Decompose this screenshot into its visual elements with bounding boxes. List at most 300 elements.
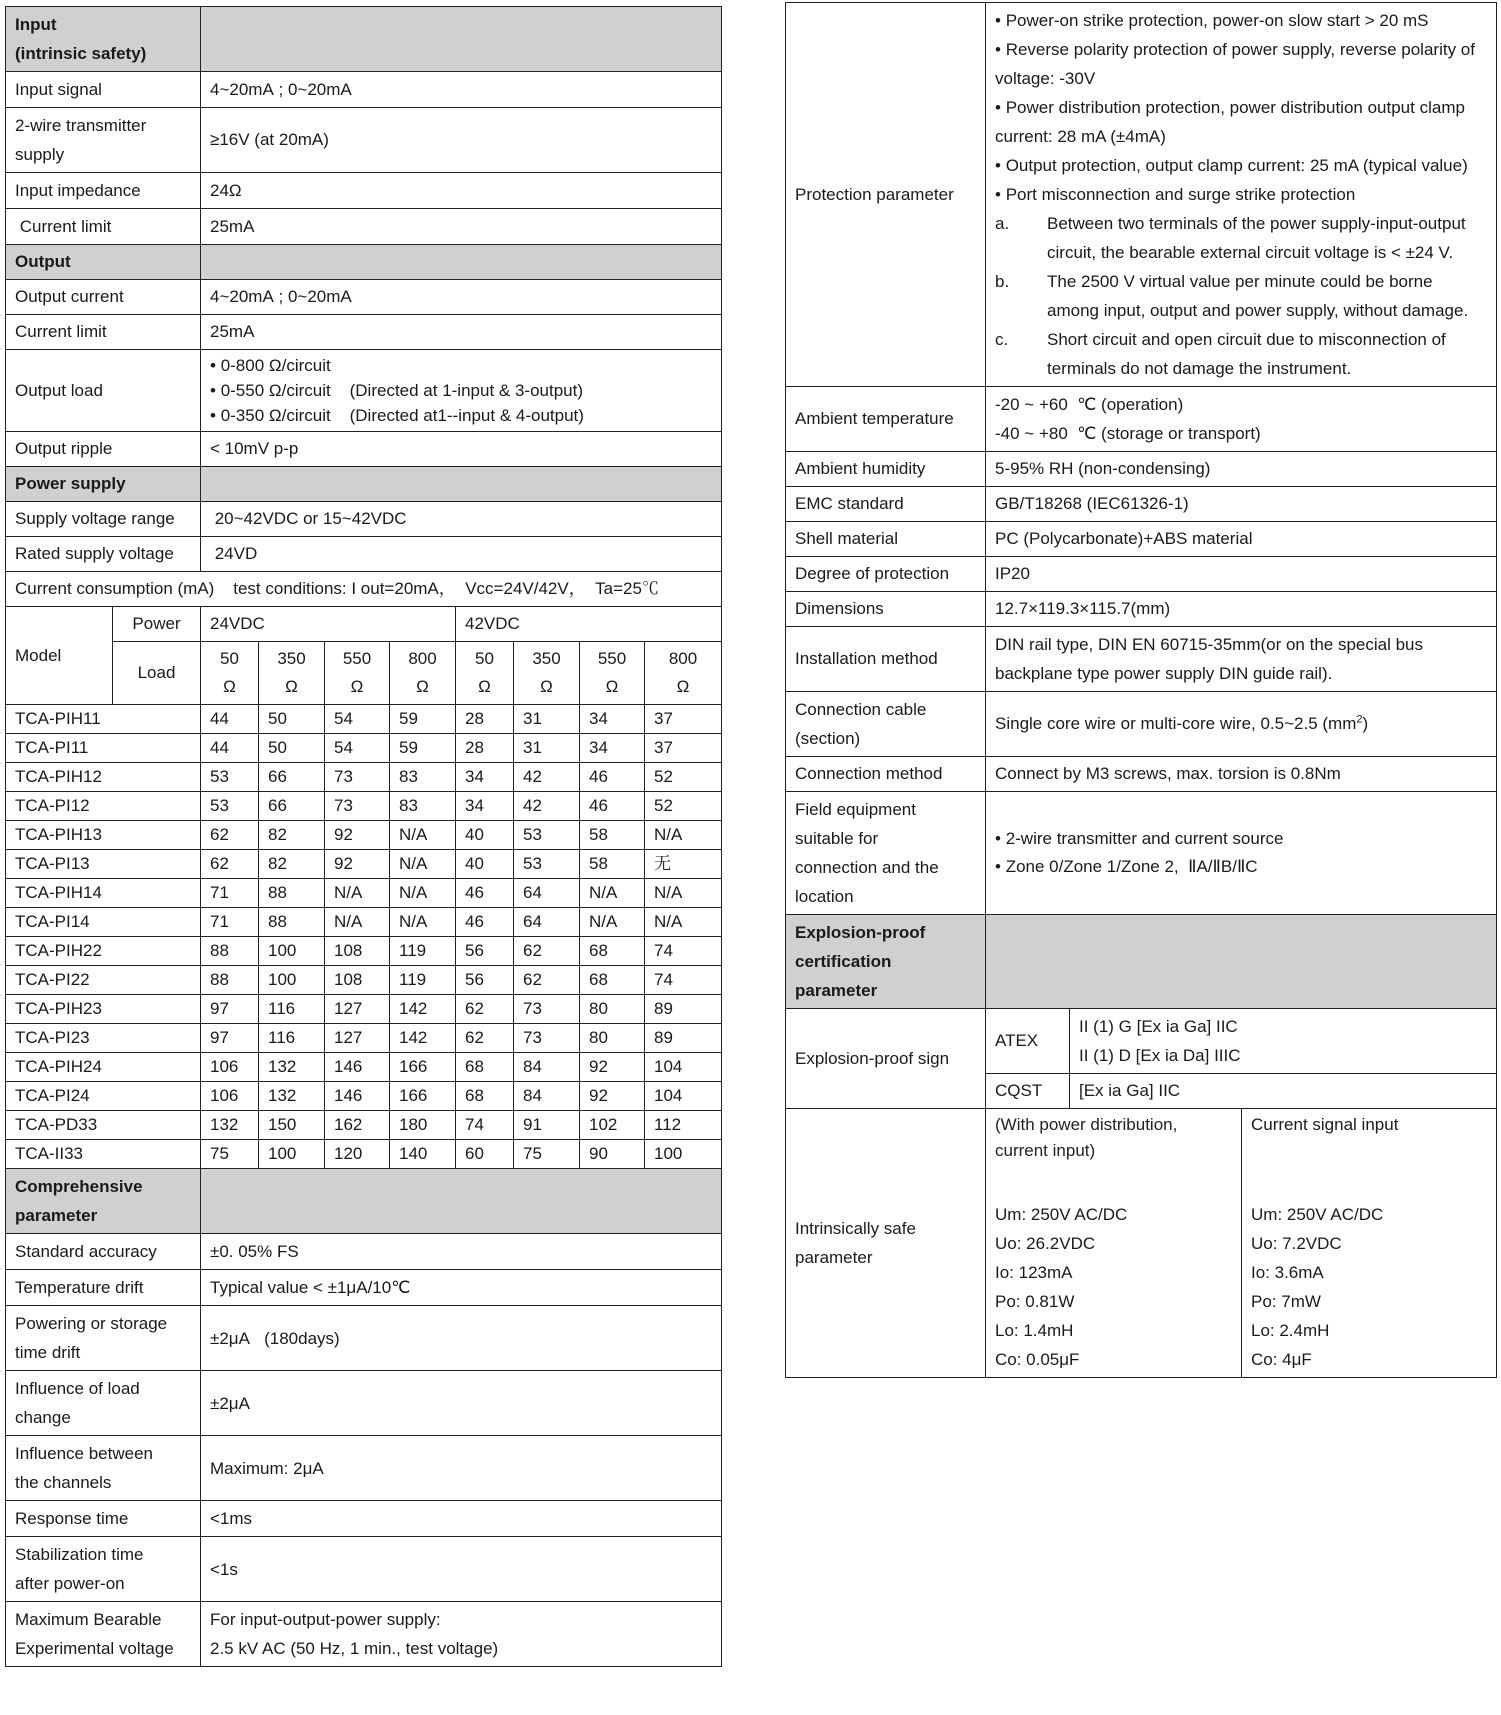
spec-label bbox=[6, 1234, 201, 1270]
sub-item: c. Short circuit and open circuit due to misconnection of terminals do not damage the instrument. bbox=[995, 330, 1446, 378]
list-item: • 0-800 Ω/circuit bbox=[210, 353, 712, 378]
text-line: Um: 250V AC/DC bbox=[995, 1205, 1128, 1224]
consumption-cell: 52 bbox=[645, 763, 722, 792]
consumption-cell: 62 bbox=[201, 821, 259, 850]
consumption-cell: 66 bbox=[259, 763, 325, 792]
spec-label bbox=[786, 1109, 986, 1378]
spec-label: Ambient temperature bbox=[786, 387, 986, 452]
consumption-cell: 142 bbox=[390, 995, 456, 1024]
spec-row bbox=[6, 108, 722, 173]
spec-value: 4~20mA ; 0~20mA bbox=[201, 72, 722, 108]
spec-label: Explosion-proof sign bbox=[786, 1009, 986, 1109]
text-line: time drift bbox=[15, 1343, 81, 1362]
consumption-cell: N/A bbox=[390, 879, 456, 908]
consumption-cell: 80 bbox=[580, 995, 645, 1024]
text-line: Typical value < ±1μA/10℃ bbox=[210, 1278, 411, 1297]
consumption-cell: 106 bbox=[201, 1082, 259, 1111]
model-name: TCA-PIH22 bbox=[6, 937, 201, 966]
consumption-cell: 73 bbox=[325, 792, 390, 821]
consumption-cell: 100 bbox=[259, 937, 325, 966]
text-line: Influence of load bbox=[15, 1379, 140, 1398]
spec-label bbox=[6, 173, 201, 209]
spec-row bbox=[786, 452, 1497, 487]
text-line: Um: 250V AC/DC bbox=[1251, 1205, 1384, 1224]
consumption-cell: N/A bbox=[645, 821, 722, 850]
voltage-24: 24VDC bbox=[201, 607, 456, 642]
model-row bbox=[6, 1111, 722, 1140]
model-name: TCA-PI11 bbox=[6, 734, 201, 763]
section-header-explosion bbox=[786, 915, 1497, 1009]
text-line: For input-output-power supply: bbox=[210, 1610, 441, 1629]
model-row bbox=[6, 763, 722, 792]
text-line: change bbox=[15, 1408, 71, 1427]
consumption-cell: N/A bbox=[580, 879, 645, 908]
consumption-cell: N/A bbox=[325, 879, 390, 908]
spec-row bbox=[6, 1602, 722, 1667]
text-line: Comprehensive bbox=[15, 1177, 143, 1196]
text-line: 2-wire transmitter bbox=[15, 116, 147, 135]
spec-label bbox=[6, 72, 201, 108]
spec-row bbox=[6, 315, 722, 350]
consumption-cell: N/A bbox=[580, 908, 645, 937]
text-line: Co: 4μF bbox=[1251, 1350, 1312, 1369]
consumption-cell: 62 bbox=[514, 966, 580, 995]
spec-value: IP20 bbox=[986, 557, 1497, 592]
text-line: certification bbox=[795, 952, 892, 971]
spec-label bbox=[6, 1371, 201, 1436]
consumption-cell: 68 bbox=[580, 966, 645, 995]
text-line: Input impedance bbox=[15, 181, 141, 200]
list-item: • 0-550 Ω/circuit (Directed at 1-input & 3-output) bbox=[210, 378, 712, 403]
consumption-cell: 54 bbox=[325, 705, 390, 734]
consumption-cell: 64 bbox=[514, 908, 580, 937]
consumption-cell: 53 bbox=[514, 850, 580, 879]
text-line: Lo: 2.4mH bbox=[1251, 1321, 1330, 1340]
spec-value bbox=[201, 350, 722, 432]
spec-value: GB/T18268 (IEC61326-1) bbox=[986, 487, 1497, 522]
text-line: II (1) G [Ex ia Ga] IIC bbox=[1079, 1017, 1238, 1036]
text-line: (With power distribution, bbox=[995, 1115, 1178, 1134]
consumption-cell: 97 bbox=[201, 1024, 259, 1053]
consumption-cell: 75 bbox=[514, 1140, 580, 1169]
spec-row bbox=[786, 757, 1497, 792]
text-line: Maximum Bearable bbox=[15, 1610, 162, 1629]
consumption-cell: 59 bbox=[390, 705, 456, 734]
text-line: Uo: 7.2VDC bbox=[1251, 1234, 1342, 1253]
spec-row bbox=[786, 792, 1497, 915]
text-line: Powering or storage bbox=[15, 1314, 168, 1333]
model-name: TCA-PIH11 bbox=[6, 705, 201, 734]
consumption-cell: 34 bbox=[456, 763, 514, 792]
consumption-cell: 91 bbox=[514, 1111, 580, 1140]
text-line: Intrinsically safe bbox=[795, 1219, 916, 1238]
consumption-cell: 142 bbox=[390, 1024, 456, 1053]
model-row bbox=[6, 879, 722, 908]
spec-value: Single core wire or multi-core wire, 0.5~2.5 $(mm^2)$ bbox=[986, 692, 1497, 757]
spec-label: EMC standard bbox=[786, 487, 986, 522]
spec-value: 24VD bbox=[201, 537, 722, 572]
spec-value bbox=[201, 1270, 722, 1306]
text-line: Experimental voltage bbox=[15, 1639, 174, 1658]
spec-label bbox=[6, 1306, 201, 1371]
spec-row bbox=[786, 557, 1497, 592]
spec-value bbox=[201, 1436, 722, 1501]
spec-row bbox=[6, 1234, 722, 1270]
left-spec-table bbox=[5, 6, 722, 1667]
consumption-cell: 64 bbox=[514, 879, 580, 908]
text-line: <1ms bbox=[210, 1509, 253, 1528]
consumption-cell: 60 bbox=[456, 1140, 514, 1169]
load-cell: 50 Ω bbox=[201, 642, 259, 705]
spec-row bbox=[786, 692, 1497, 757]
spec-row bbox=[6, 1306, 722, 1371]
model-label: Model bbox=[6, 607, 113, 705]
consumption-cell: 83 bbox=[390, 763, 456, 792]
consumption-note: Current consumption (mA) test conditions: I out=20mA， Vcc=24V/42V， Ta=25℃ bbox=[6, 572, 722, 607]
spec-value bbox=[201, 1602, 722, 1667]
spec-value: 5-95% RH (non-condensing) bbox=[986, 452, 1497, 487]
spec-label: Output load bbox=[6, 350, 201, 432]
text-line: Uo: 26.2VDC bbox=[995, 1234, 1096, 1253]
text-line: supply bbox=[15, 145, 65, 164]
consumption-cell: 无 bbox=[645, 850, 722, 879]
spec-row bbox=[6, 432, 722, 467]
consumption-cell: 44 bbox=[201, 705, 259, 734]
spec-label bbox=[6, 1436, 201, 1501]
atex-value bbox=[1070, 1009, 1497, 1074]
consumption-cell: 58 bbox=[580, 850, 645, 879]
text-line: current input) bbox=[995, 1141, 1096, 1160]
list-item: • Power distribution protection, power distribution output clamp current: 28 mA (±4mA) bbox=[995, 93, 1487, 151]
text-line: connection and the bbox=[795, 858, 939, 877]
list-item: • 0-350 Ω/circuit (Directed at1--input & 4-output) bbox=[210, 403, 712, 428]
model-row bbox=[6, 966, 722, 995]
spec-row bbox=[786, 1009, 1497, 1074]
consumption-cell: 40 bbox=[456, 850, 514, 879]
spec-row bbox=[786, 627, 1497, 692]
consumption-cell: 162 bbox=[325, 1111, 390, 1140]
spec-label: Degree of protection bbox=[786, 557, 986, 592]
model-name: TCA-PIH23 bbox=[6, 995, 201, 1024]
atex-label: ATEX bbox=[986, 1009, 1070, 1074]
consumption-cell: 88 bbox=[201, 966, 259, 995]
spec-value: 12.7×119.3×115.7(mm) bbox=[986, 592, 1497, 627]
spec-value bbox=[986, 387, 1497, 452]
spec-row bbox=[786, 522, 1497, 557]
spec-row bbox=[6, 280, 722, 315]
consumption-cell: 92 bbox=[580, 1082, 645, 1111]
consumption-cell: 119 bbox=[390, 937, 456, 966]
section-header-input bbox=[6, 7, 722, 72]
section-header-comprehensive bbox=[6, 1169, 722, 1234]
spec-row bbox=[786, 1109, 1497, 1378]
consumption-cell: 88 bbox=[259, 879, 325, 908]
consumption-cell: 97 bbox=[201, 995, 259, 1024]
text-line: Standard accuracy bbox=[15, 1242, 157, 1261]
model-name: TCA-PI24 bbox=[6, 1082, 201, 1111]
text-line: after power-on bbox=[15, 1574, 125, 1593]
consumption-cell: 92 bbox=[325, 821, 390, 850]
consumption-cell: N/A bbox=[645, 908, 722, 937]
consumption-cell: 50 bbox=[259, 734, 325, 763]
consumption-cell: 89 bbox=[645, 1024, 722, 1053]
consumption-cell: N/A bbox=[645, 879, 722, 908]
text-line: DIN rail type, DIN EN 60715-35mm(or on the special bus bbox=[995, 635, 1424, 654]
consumption-cell: 82 bbox=[259, 821, 325, 850]
consumption-cell: N/A bbox=[390, 908, 456, 937]
section-header-power: Power supply bbox=[6, 467, 722, 502]
text-line: (section) bbox=[795, 729, 861, 748]
text-line: ±2μA bbox=[210, 1393, 250, 1413]
load-cell: 800 Ω bbox=[390, 642, 456, 705]
consumption-cell: 50 bbox=[259, 705, 325, 734]
consumption-cell: 116 bbox=[259, 995, 325, 1024]
spec-row bbox=[6, 537, 722, 572]
consumption-cell: 82 bbox=[259, 850, 325, 879]
spec-value bbox=[201, 1501, 722, 1537]
consumption-cell: 71 bbox=[201, 879, 259, 908]
list-item: • Port misconnection and surge strike protection bbox=[995, 180, 1487, 209]
consumption-cell: 74 bbox=[645, 937, 722, 966]
spec-value bbox=[201, 1234, 722, 1270]
load-cell: 350 Ω bbox=[259, 642, 325, 705]
spec-label bbox=[6, 108, 201, 173]
consumption-cell: 88 bbox=[201, 937, 259, 966]
consumption-cell: 100 bbox=[259, 1140, 325, 1169]
model-row bbox=[6, 1024, 722, 1053]
consumption-cell: 34 bbox=[456, 792, 514, 821]
spec-value bbox=[986, 792, 1497, 915]
model-name: TCA-PI13 bbox=[6, 850, 201, 879]
load-cell: 550 Ω bbox=[580, 642, 645, 705]
spec-row bbox=[786, 387, 1497, 452]
spec-value bbox=[986, 3, 1497, 387]
consumption-cell: 127 bbox=[325, 995, 390, 1024]
consumption-cell: 116 bbox=[259, 1024, 325, 1053]
is-col-2: Current signal input Um: 250V AC/DC Uo: 7.2VDC Io: 3.6mA Po: 7mW Lo: 2.4mH Co: 4μF bbox=[1242, 1109, 1497, 1378]
spec-row bbox=[6, 1501, 722, 1537]
text-line: Io: 123mA bbox=[995, 1263, 1073, 1282]
consumption-cell: 40 bbox=[456, 821, 514, 850]
list-item: • 2-wire transmitter and current source bbox=[995, 825, 1487, 853]
consumption-cell: 54 bbox=[325, 734, 390, 763]
spec-row bbox=[6, 502, 722, 537]
consumption-cell: 102 bbox=[580, 1111, 645, 1140]
load-label: Load bbox=[113, 642, 201, 705]
text-line: Stabilization time bbox=[15, 1545, 144, 1564]
text-line: Lo: 1.4mH bbox=[995, 1321, 1074, 1340]
spec-value bbox=[201, 1537, 722, 1602]
model-name: TCA-PI12 bbox=[6, 792, 201, 821]
text-line: Io: 3.6mA bbox=[1251, 1263, 1324, 1282]
spec-label: Installation method bbox=[786, 627, 986, 692]
consumption-cell: 31 bbox=[514, 734, 580, 763]
consumption-cell: 68 bbox=[456, 1082, 514, 1111]
text-line: ±2μA (180days) bbox=[210, 1328, 340, 1348]
consumption-cell: 62 bbox=[201, 850, 259, 879]
spec-label: Ambient humidity bbox=[786, 452, 986, 487]
consumption-cell: 104 bbox=[645, 1053, 722, 1082]
text-line: Co: 0.05μF bbox=[995, 1350, 1080, 1369]
model-name: TCA-PD33 bbox=[6, 1111, 201, 1140]
consumption-cell: 106 bbox=[201, 1053, 259, 1082]
text-line: Influence between bbox=[15, 1444, 153, 1463]
spec-row bbox=[6, 1371, 722, 1436]
text-line: Po: 0.81W bbox=[995, 1292, 1075, 1311]
spec-label: Output ripple bbox=[6, 432, 201, 467]
text-line: parameter bbox=[795, 981, 878, 1000]
sub-item: a. Between two terminals of the power supply-input-output circuit, the bearable external circuit voltage is < ±24 V. bbox=[995, 214, 1466, 262]
model-name: TCA-PI22 bbox=[6, 966, 201, 995]
spec-value bbox=[986, 627, 1497, 692]
text-line: (intrinsic safety) bbox=[15, 44, 147, 63]
consumption-cell: 73 bbox=[514, 995, 580, 1024]
spec-value: < 10mV p-p bbox=[201, 432, 722, 467]
consumption-cell: 68 bbox=[456, 1053, 514, 1082]
consumption-cell: 34 bbox=[580, 734, 645, 763]
load-header-row bbox=[6, 642, 722, 705]
load-cell: 800 Ω bbox=[645, 642, 722, 705]
text-line: <1s bbox=[210, 1559, 238, 1579]
consumption-cell: N/A bbox=[390, 821, 456, 850]
consumption-cell: 53 bbox=[514, 821, 580, 850]
text-line: Connection cable bbox=[795, 700, 927, 719]
consumption-cell: 83 bbox=[390, 792, 456, 821]
consumption-cell: 92 bbox=[580, 1053, 645, 1082]
voltage-42: 42VDC bbox=[456, 607, 722, 642]
consumption-cell: 119 bbox=[390, 966, 456, 995]
text-line: Input bbox=[15, 15, 57, 34]
spec-row bbox=[6, 209, 722, 245]
sub-item: b. The 2500 V virtual value per minute could be borne among input, output and power supply, without damage. bbox=[995, 272, 1469, 320]
consumption-cell: 53 bbox=[201, 792, 259, 821]
consumption-cell: 59 bbox=[390, 734, 456, 763]
spec-row bbox=[6, 350, 722, 432]
consumption-cell: 100 bbox=[645, 1140, 722, 1169]
consumption-cell: 37 bbox=[645, 734, 722, 763]
text-line: suitable for bbox=[795, 829, 879, 848]
consumption-cell: 180 bbox=[390, 1111, 456, 1140]
text-line: parameter bbox=[795, 1248, 873, 1267]
list-item: • Output protection, output clamp current: 25 mA (typical value) bbox=[995, 151, 1487, 180]
consumption-cell: 56 bbox=[456, 966, 514, 995]
text-line: parameter bbox=[15, 1206, 98, 1225]
spec-label bbox=[786, 692, 986, 757]
consumption-cell: 52 bbox=[645, 792, 722, 821]
text-line: Field equipment bbox=[795, 800, 916, 819]
consumption-cell: 166 bbox=[390, 1053, 456, 1082]
spec-row bbox=[6, 1436, 722, 1501]
consumption-cell: 66 bbox=[259, 792, 325, 821]
consumption-cell: 75 bbox=[201, 1140, 259, 1169]
spec-row bbox=[6, 1537, 722, 1602]
model-row bbox=[6, 734, 722, 763]
consumption-cell: 100 bbox=[259, 966, 325, 995]
spec-label bbox=[6, 1270, 201, 1306]
model-row bbox=[6, 1053, 722, 1082]
text-line: location bbox=[795, 887, 854, 906]
load-cell: 550 Ω bbox=[325, 642, 390, 705]
spec-value: PC (Polycarbonate)+ABS material bbox=[986, 522, 1497, 557]
spec-row bbox=[786, 592, 1497, 627]
consumption-cell: 46 bbox=[580, 792, 645, 821]
consumption-cell: 42 bbox=[514, 763, 580, 792]
spec-value: 4~20mA ; 0~20mA bbox=[201, 280, 722, 315]
consumption-cell: 28 bbox=[456, 734, 514, 763]
cqst-value: [Ex ia Ga] IIC bbox=[1070, 1074, 1497, 1109]
model-row bbox=[6, 995, 722, 1024]
consumption-cell: N/A bbox=[325, 908, 390, 937]
model-name: TCA-II33 bbox=[6, 1140, 201, 1169]
consumption-cell: 71 bbox=[201, 908, 259, 937]
spec-row bbox=[6, 173, 722, 209]
consumption-cell: 74 bbox=[645, 966, 722, 995]
model-name: TCA-PIH14 bbox=[6, 879, 201, 908]
spec-value bbox=[201, 1371, 722, 1436]
consumption-cell: 53 bbox=[201, 763, 259, 792]
model-row bbox=[6, 937, 722, 966]
consumption-cell: 146 bbox=[325, 1053, 390, 1082]
text-line: -40 ~ +80 ℃ (storage or transport) bbox=[995, 424, 1261, 443]
model-header-row bbox=[6, 607, 722, 642]
consumption-cell: 62 bbox=[456, 995, 514, 1024]
load-cell: 350 Ω bbox=[514, 642, 580, 705]
text-line: Po: 7mW bbox=[1251, 1292, 1321, 1311]
text-line: ±0. 05% FS bbox=[210, 1242, 299, 1261]
model-row bbox=[6, 705, 722, 734]
spec-row bbox=[6, 72, 722, 108]
consumption-cell: 84 bbox=[514, 1053, 580, 1082]
consumption-cell: 62 bbox=[514, 937, 580, 966]
spec-value: 20~42VDC or 15~42VDC bbox=[201, 502, 722, 537]
consumption-cell: 73 bbox=[514, 1024, 580, 1053]
consumption-cell: 127 bbox=[325, 1024, 390, 1053]
consumption-cell: 42 bbox=[514, 792, 580, 821]
model-name: TCA-PI23 bbox=[6, 1024, 201, 1053]
consumption-cell: 132 bbox=[259, 1053, 325, 1082]
consumption-cell: 62 bbox=[456, 1024, 514, 1053]
consumption-cell: 58 bbox=[580, 821, 645, 850]
text-line: 2.5 kV AC (50 Hz, 1 min., test voltage) bbox=[210, 1639, 499, 1658]
consumption-cell: 92 bbox=[325, 850, 390, 879]
consumption-cell: 84 bbox=[514, 1082, 580, 1111]
consumption-cell: 37 bbox=[645, 705, 722, 734]
spec-row bbox=[786, 3, 1497, 387]
consumption-cell: 108 bbox=[325, 937, 390, 966]
model-name: TCA-PI14 bbox=[6, 908, 201, 937]
spec-label bbox=[6, 1602, 201, 1667]
text-line: Response time bbox=[15, 1509, 129, 1528]
text-line: Current limit bbox=[15, 217, 112, 236]
text-line: the channels bbox=[15, 1473, 112, 1492]
consumption-cell: 46 bbox=[580, 763, 645, 792]
consumption-cell: 112 bbox=[645, 1111, 722, 1140]
section-header-output: Output bbox=[6, 245, 722, 280]
spec-label bbox=[6, 1537, 201, 1602]
consumption-cell: 46 bbox=[456, 879, 514, 908]
spec-row bbox=[6, 1270, 722, 1306]
consumption-cell: 120 bbox=[325, 1140, 390, 1169]
spec-label bbox=[6, 1501, 201, 1537]
spec-label: Shell material bbox=[786, 522, 986, 557]
consumption-cell: 140 bbox=[390, 1140, 456, 1169]
spec-label: Supply voltage range bbox=[6, 502, 201, 537]
spec-label: Output current bbox=[6, 280, 201, 315]
spec-value: 25mA bbox=[201, 209, 722, 245]
consumption-cell: 74 bbox=[456, 1111, 514, 1140]
consumption-cell: 89 bbox=[645, 995, 722, 1024]
consumption-cell: 90 bbox=[580, 1140, 645, 1169]
